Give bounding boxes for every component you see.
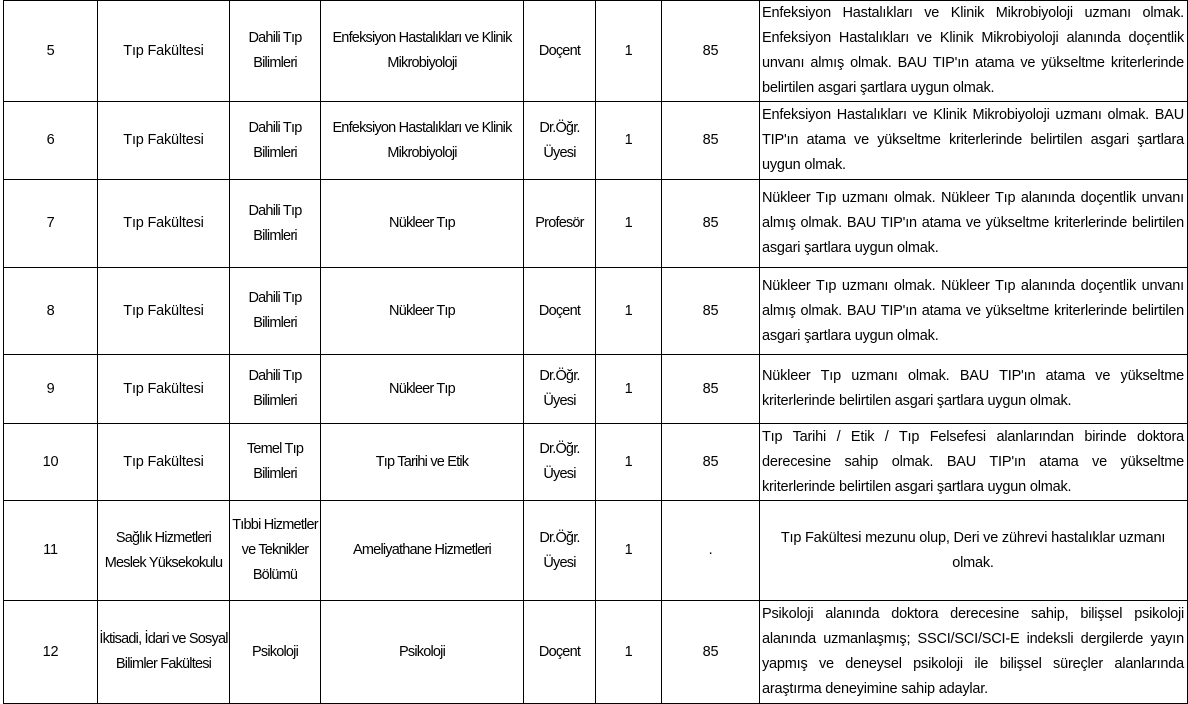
department-cell: Dahili Tıp Bilimleri	[230, 102, 321, 180]
table-row	[4, 180, 1188, 268]
faculty-positions-table	[3, 0, 1188, 704]
count-cell: 1	[596, 1, 662, 102]
count-cell: 1	[596, 180, 662, 268]
count-cell: 1	[596, 601, 662, 704]
table-row	[4, 355, 1188, 424]
table-row	[4, 501, 1188, 601]
title-cell: Doçent	[524, 601, 596, 704]
title-cell: Profesör	[524, 180, 596, 268]
department-cell: Temel Tıp Bilimleri	[230, 424, 321, 501]
count-cell: 1	[596, 355, 662, 424]
table-row	[4, 1, 1188, 102]
department-cell: Dahili Tıp Bilimleri	[230, 355, 321, 424]
program-cell: Ameliyathane Hizmetleri	[321, 501, 524, 601]
faculty-cell: İktisadi, İdari ve Sosyal Bilimler Fakültesi	[98, 601, 230, 704]
title-cell: Dr.Öğr. Üyesi	[524, 424, 596, 501]
requirement-cell: Enfeksiyon Hastalıkları ve Klinik Mikrobiyoloji uzmanı olmak. Enfeksiyon Hastalıkları ve Klinik Mikrobiyoloji alanında doçentlik unvanı almış olmak. BAU TIP'ın atama ve yükseltme kriterlerinde belirtilen asgari şartlara uygun olmak.	[760, 1, 1188, 102]
faculty-cell: Tıp Fakültesi	[98, 424, 230, 501]
program-cell: Psikoloji	[321, 601, 524, 704]
title-cell: Doçent	[524, 268, 596, 355]
row-number: 8	[4, 268, 98, 355]
score-cell: 85	[662, 268, 760, 355]
faculty-cell: Sağlık Hizmetleri Meslek Yüksekokulu	[98, 501, 230, 601]
department-cell: Tıbbi Hizmetler ve Teknikler Bölümü	[230, 501, 321, 601]
score-cell: 85	[662, 180, 760, 268]
program-cell: Enfeksiyon Hastalıkları ve Klinik Mikrobiyoloji	[321, 102, 524, 180]
score-cell: 85	[662, 424, 760, 501]
table-row	[4, 424, 1188, 501]
department-cell: Dahili Tıp Bilimleri	[230, 180, 321, 268]
score-cell: 85	[662, 601, 760, 704]
program-cell: Nükleer Tıp	[321, 268, 524, 355]
requirement-cell: Nükleer Tıp uzmanı olmak. Nükleer Tıp alanında doçentlik unvanı almış olmak. BAU TIP'ın atama ve yükseltme kriterlerinde belirtilen asgari şartlara uygun olmak.	[760, 268, 1188, 355]
faculty-cell: Tıp Fakültesi	[98, 102, 230, 180]
row-number: 6	[4, 102, 98, 180]
program-cell: Nükleer Tıp	[321, 180, 524, 268]
title-cell: Doçent	[524, 1, 596, 102]
faculty-cell: Tıp Fakültesi	[98, 355, 230, 424]
faculty-cell: Tıp Fakültesi	[98, 180, 230, 268]
department-cell: Dahili Tıp Bilimleri	[230, 268, 321, 355]
requirement-cell: Tıp Tarihi / Etik / Tıp Felsefesi alanlarından birinde doktora derecesine sahip olmak. BAU TIP'ın atama ve yükseltme kriterlerinde belirtilen asgari şartlara uygun olmak.	[760, 424, 1188, 501]
row-number: 10	[4, 424, 98, 501]
faculty-cell: Tıp Fakültesi	[98, 1, 230, 102]
row-number: 5	[4, 1, 98, 102]
row-number: 11	[4, 501, 98, 601]
count-cell: 1	[596, 268, 662, 355]
program-cell: Nükleer Tıp	[321, 355, 524, 424]
requirement-cell: Nükleer Tıp uzmanı olmak. BAU TIP'ın atama ve yükseltme kriterlerinde belirtilen asgari şartlara uygun olmak.	[760, 355, 1188, 424]
title-cell: Dr.Öğr. Üyesi	[524, 501, 596, 601]
department-cell: Dahili Tıp Bilimleri	[230, 1, 321, 102]
count-cell: 1	[596, 102, 662, 180]
row-number: 9	[4, 355, 98, 424]
requirement-cell: Enfeksiyon Hastalıkları ve Klinik Mikrobiyoloji uzmanı olmak. BAU TIP'ın atama ve yükseltme kriterlerinde belirtilen asgari şartlara uygun olmak.	[760, 102, 1188, 180]
score-cell: 85	[662, 1, 760, 102]
requirement-cell: Nükleer Tıp uzmanı olmak. Nükleer Tıp alanında doçentlik unvanı almış olmak. BAU TIP'ın atama ve yükseltme kriterlerinde belirtilen asgari şartlara uygun olmak.	[760, 180, 1188, 268]
count-cell: 1	[596, 424, 662, 501]
row-number: 12	[4, 601, 98, 704]
table-row	[4, 601, 1188, 704]
requirement-cell: Psikoloji alanında doktora derecesine sahip, bilişsel psikoloji alanında uzmanlaşmış; SSCI/SCI/SCI-E indeksli dergilerde yayın yapmış ve deneysel psikoloji ile bilişsel süreçler alanlarında araştırma deneyimine sahip adaylar.	[760, 601, 1188, 704]
score-cell: 85	[662, 355, 760, 424]
count-cell: 1	[596, 501, 662, 601]
table-row	[4, 102, 1188, 180]
faculty-cell: Tıp Fakültesi	[98, 268, 230, 355]
title-cell: Dr.Öğr. Üyesi	[524, 355, 596, 424]
row-number: 7	[4, 180, 98, 268]
program-cell: Enfeksiyon Hastalıkları ve Klinik Mikrobiyoloji	[321, 1, 524, 102]
score-cell: 85	[662, 102, 760, 180]
score-cell: .	[662, 501, 760, 601]
table-row	[4, 268, 1188, 355]
title-cell: Dr.Öğr. Üyesi	[524, 102, 596, 180]
department-cell: Psikoloji	[230, 601, 321, 704]
program-cell: Tıp Tarihi ve Etik	[321, 424, 524, 501]
requirement-cell: Tıp Fakültesi mezunu olup, Deri ve zührevi hastalıklar uzmanı olmak.	[760, 501, 1188, 601]
